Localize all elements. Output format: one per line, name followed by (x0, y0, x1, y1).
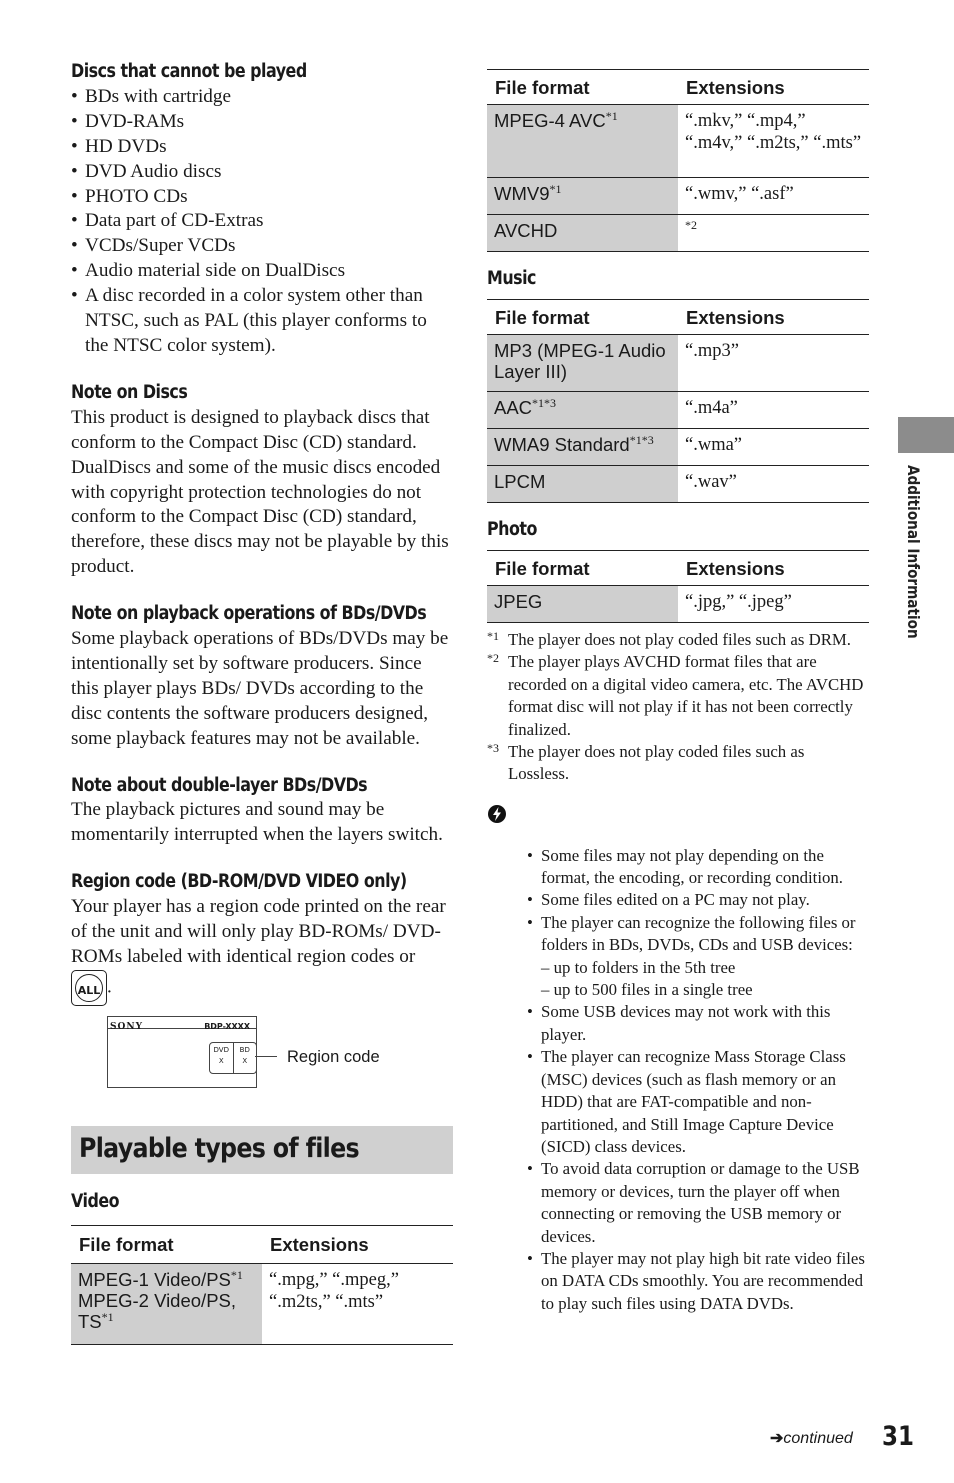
all-region-icon: ALL (71, 970, 107, 1006)
heading-note-double-layer: Note about double-layer BDs/DVDs (71, 774, 368, 796)
hint-notes (487, 845, 869, 1316)
list-item: • The player can recognize Mass Storage Class (MSC) devices (such as flash memory or an HDD) that are FAT-compatible and non-partitioned, and Still Image Capture Device (SICD) class devices. (527, 1046, 869, 1158)
player-rear-panel (107, 1016, 257, 1088)
brand-logo: SONY (110, 1021, 143, 1032)
heading-note-discs: Note on Discs (71, 381, 188, 403)
heading-note-playback: Note on playback operations of BDs/DVDs (71, 603, 427, 625)
list-item: • Data part of CD-Extras (71, 209, 453, 234)
list-item: • The player may not play high bit rate video files on DATA CDs smoothly. You are recommended to play such files using DATA DVDs. (527, 1248, 869, 1315)
list-item: • Some files may not play depending on the format, the encoding, or recording condition. (527, 845, 869, 890)
list-item: • HD DVDs (71, 135, 453, 160)
list-item: • The player can recognize the following files or folders in BDs, DVDs, CDs and USB devices: – up to folders in the 5th tree – up to 500 files in a single tree (527, 912, 869, 1002)
table-row: MPEG-4 AVC$^{*1}$ “.mkv,” “.mp4,” “.m4v,” “.m2ts,” “.mts” (487, 105, 869, 178)
list-item: • To avoid data corruption or damage to the USB memory or devices, turn the player off when connecting or removing the USB memory or devices. (527, 1158, 869, 1248)
section-title: Playable types of files (71, 1126, 453, 1174)
col-header-extensions: Extensions (678, 70, 869, 105)
music-table (487, 299, 869, 503)
list-item: • Some files edited on a PC may not play. (527, 889, 869, 911)
col-header-format: File format (487, 300, 678, 335)
table-row: MP3 (MPEG-1 Audio Layer III) “.mp3” (487, 335, 869, 392)
list-item: • DVD Audio discs (71, 160, 453, 185)
heading-video: Video (71, 1190, 120, 1212)
col-header-format: File format (487, 551, 678, 586)
table-row: AVCHD $^{*2}$ (487, 215, 869, 252)
section-tab-marker (898, 417, 954, 453)
video-table-continued (487, 69, 869, 252)
col-header-extensions: Extensions (678, 551, 869, 586)
col-header-format: File format (487, 70, 678, 105)
cannot-play-list (71, 85, 453, 359)
list-item: • A disc recorded in a color system other than NTSC, such as PAL (this player conforms to the NTSC color system). (71, 284, 453, 359)
footnote-1: *1 The player does not play coded files such as DRM. (487, 629, 851, 649)
table-row: $AAC^{*1*3}$ “.m4a” (487, 392, 869, 429)
photo-table (487, 550, 869, 623)
right-column (487, 69, 869, 1332)
table-row: WMV9$^{*1}$ “.wmv,” “.asf” (487, 178, 869, 215)
col-header-format: File format (71, 1225, 262, 1263)
region-code-callout: Region code (287, 1047, 380, 1066)
table-row: LPCM “.wav” (487, 466, 869, 503)
col-header-extensions: Extensions (678, 300, 869, 335)
video-table (71, 1225, 453, 1345)
heading-region-code: Region code (BD-ROM/DVD VIDEO only) (71, 871, 407, 893)
page-number: 31 (882, 1421, 914, 1452)
footnote-2: *2 The player plays AVCHD format files that are recorded on a digital video camera, etc. The AVCHD format disc will not play if it has not been correctly finalized. (487, 651, 864, 739)
footnote-3: *3 The player does not play coded files such as Lossless. (487, 741, 805, 784)
arrow-right-icon: ➔ (770, 1430, 784, 1447)
list-item: • BDs with cartridge (71, 85, 453, 110)
model-number: BDP-XXXX (204, 1021, 250, 1031)
note-discs-text: This product is designed to playback discs that conform to the Compact Disc (CD) standard. DualDiscs and some of the music discs encoded with copyright protection technologies do not conform to the Compact Disc (CD) standard, therefore, these discs may not be playable by this product. (71, 406, 449, 578)
heading-cannot-play: Discs that cannot be played (71, 61, 307, 82)
heading-music: Music (487, 268, 536, 289)
list-item: • DVD-RAMs (71, 110, 453, 135)
left-column (71, 60, 453, 1345)
region-code-diagram (71, 1006, 453, 1106)
note-double-layer-text: The playback pictures and sound may be momentarily interrupted when the layers switch. (71, 799, 443, 846)
list-item: • VCDs/Super VCDs (71, 234, 453, 259)
table-row: JPEG “.jpg,” “.jpeg” (487, 586, 869, 623)
list-item: • Audio material side on DualDiscs (71, 259, 453, 284)
table-row: WMA9 Standard$^{*1*3}$ “.wma” (487, 429, 869, 466)
note-playback-text: Some playback operations of BDs/DVDs may be intentionally set by software producers. Since this player plays BDs/ DVDs according to the disc contents the software producers designed, some playback features may not be available. (71, 628, 449, 749)
list-item: • Some USB devices may not work with this player. (527, 1001, 869, 1046)
table-row: MPEG-1 Video/PS$^{*1}$ MPEG-2 Video/PS, TS$^{*1}$ “.mpg,” “.mpeg,” “.m2ts,” “.mts” (71, 1263, 453, 1344)
col-header-extensions: Extensions (262, 1225, 453, 1263)
hint-icon (487, 804, 507, 824)
list-item: • PHOTO CDs (71, 185, 453, 210)
side-section-label: Additional Information (904, 465, 923, 639)
heading-photo: Photo (487, 519, 537, 540)
region-code-text: Your player has a region code printed on the rear of the unit and will only play BD-ROMs/ DVD-ROMs labeled with identical region codes or ALL . (71, 895, 453, 1006)
continued-indicator: ➔continued (770, 1430, 853, 1447)
region-code-label: DVD X BD X (209, 1042, 257, 1074)
